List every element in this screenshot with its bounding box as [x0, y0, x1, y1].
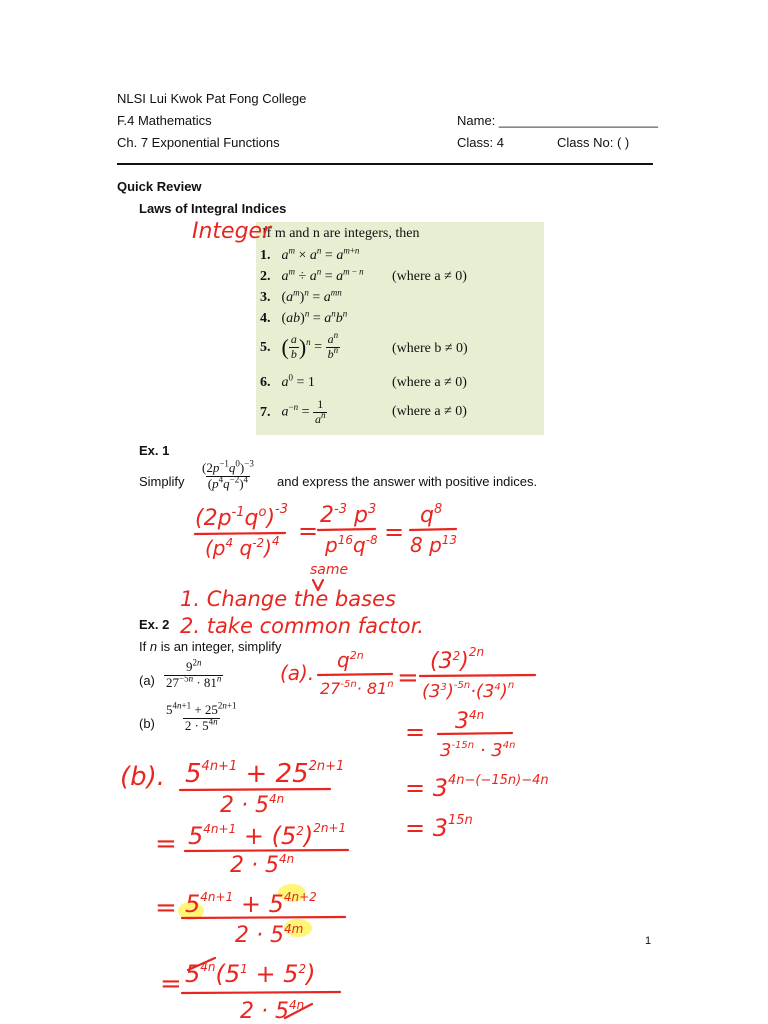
- ex1-instruction: and express the answer with positive indices.: [277, 474, 538, 489]
- part-b-label: (b): [139, 716, 155, 731]
- ex1-working: [195, 502, 457, 560]
- part-b-working: [120, 759, 348, 1024]
- svg-text:(a).: (a).: [280, 661, 315, 685]
- svg-text:(2p-1qo)-3: $(2p^{-1}q^o)^{-3}$: [195, 502, 289, 531]
- class-number-label: Class No: ( ): [557, 135, 630, 150]
- svg-text:8 p13: 8 $p^{13}$: [410, 533, 458, 557]
- page-number: 1: [645, 935, 652, 947]
- svg-text:27-5n· 81n: $27^{-5n}\cdot 81^n$: [320, 679, 394, 698]
- svg-text:q2n: $q^{2n}$: [337, 648, 364, 672]
- same-note: same: [310, 562, 349, 578]
- ex1-expression: $\frac{(2p^{-1}q^0)^{-3}}{(p^4q^{-2})^4}$: [202, 458, 254, 491]
- law-number: 5.: [260, 339, 271, 355]
- law-6: 6. $a^0 = 1$ (where a ≠ 0): [260, 372, 467, 390]
- chapter-title: Ch. 7 Exponential Functions: [117, 135, 280, 150]
- section-subtitle: Laws of Integral Indices: [139, 201, 287, 216]
- svg-text:54n(51 + 52): $5^{4n}(5^1 + 5^2)$: [185, 960, 316, 988]
- law-2: 2. $a^m \div a^n = a^{m - n}$ (where a ≠ 0): [260, 266, 467, 284]
- law-number: 2.: [260, 269, 271, 284]
- example-1-label: Ex. 1: [139, 443, 170, 458]
- svg-text:= 34n−(−15n)−4n: = $3^{4n-(-15n)-4n}$: [405, 773, 549, 802]
- svg-text:34n: $3^{4n}$: [455, 708, 485, 734]
- law-number: 3.: [260, 290, 271, 305]
- law-5: 5. ( $\frac{a}{b}$ )$^n$ = $\frac{a^n}{b^n}$ (where b ≠ 0): [260, 330, 468, 361]
- ex2-intro-var: n: [149, 639, 158, 654]
- ex2-intro-pre: If: [139, 639, 150, 654]
- part-a-label: (a): [139, 673, 155, 688]
- svg-text:=: =: [155, 893, 177, 923]
- law-condition: (where b ≠ 0): [392, 341, 468, 356]
- svg-text:2 · 54n: $2 \cdot 5^{4n}$: [230, 852, 295, 878]
- svg-text:(33)-5n·(34)n: $(3^3)^{-5n}\cdot(3^4)^n$: [422, 680, 515, 702]
- name-field-label: Name: ______________________: [457, 113, 658, 128]
- law-condition: (where a ≠ 0): [392, 269, 467, 284]
- part-a-working: [280, 645, 549, 842]
- svg-text:2-3 p3: $2^{-3}$ $p^3$: [320, 502, 377, 528]
- part-a-expression: $\frac{9^{2n}}{27^{-5n} \cdot 81^n}$: [166, 657, 222, 690]
- svg-text:2 · 54n: $2 \cdot 5^{4n}$: [220, 792, 285, 818]
- law-7: 7. $a^{-n}$ = $\frac{1}{a^n}$ (where a ≠ 0): [260, 397, 467, 426]
- svg-text:54n+1 + (52)2n+1: $5^{4n+1} + (5^2)^{2n+1}$: [188, 821, 347, 850]
- law-3: 3. $(a^m)^n = a^{mn}$: [260, 287, 342, 305]
- law-number: 4.: [260, 311, 271, 326]
- svg-text:=: =: [384, 518, 405, 546]
- svg-text:p16q-8: $p^{16}q^{-8}$: [325, 533, 378, 557]
- svg-text:=: =: [405, 718, 426, 746]
- school-name: NLSI Lui Kwok Pat Fong College: [117, 91, 307, 106]
- law-number: 6.: [260, 375, 271, 390]
- law-number: 7.: [260, 404, 271, 420]
- law-4: 4. $(ab)^n = a^nb^n$: [260, 308, 348, 326]
- svg-text:=: =: [160, 969, 182, 999]
- svg-text:q8: $q^8$: [420, 502, 443, 528]
- law-1: 1. $a^m \times a^n = a^{m+n}$: [260, 245, 360, 263]
- step-2-note: 2. take common factor.: [180, 614, 424, 638]
- example-2-label: Ex. 2: [139, 617, 170, 632]
- svg-text:=: =: [397, 663, 419, 693]
- svg-text:=: =: [298, 517, 319, 545]
- part-b-expression: $\frac{5^{4n+1} + 25^{2n+1}}{2 \cdot 5^{4n}}$: [166, 700, 237, 733]
- law-condition: (where a ≠ 0): [392, 404, 467, 419]
- svg-text:(32)2n: $(3^2)^{2n}$: [430, 645, 485, 674]
- svg-text:54n+1 + 54n+2: $5^{4n+1} + 5^{4n+2}$: [185, 890, 317, 918]
- svg-text:54n+1 + 252n+1: $5^{4n+1} + 25^{2n+1}$: [185, 759, 345, 789]
- svg-text:2 · 54n: $2 \cdot 5^{4n}$: [240, 998, 305, 1024]
- law-number: 1.: [260, 248, 271, 263]
- integer-note: Integer: [192, 219, 272, 244]
- laws-intro: If m and n are integers, then: [262, 226, 420, 241]
- subject: F.4 Mathematics: [117, 113, 212, 128]
- ex1-simplify-label: Simplify: [139, 474, 185, 489]
- svg-text:(p4 q-2)4: ($p^4$ $q^{-2})^4$: [205, 534, 280, 560]
- svg-text:3-15n · 34n: $3^{-15n} \cdot 3^{4n}$: [440, 740, 516, 761]
- class-label: Class: 4: [457, 135, 504, 150]
- section-title: Quick Review: [117, 179, 202, 194]
- svg-text:= 315n: = $3^{15n}$: [405, 813, 473, 842]
- svg-text:=: =: [155, 829, 177, 859]
- svg-text:(b).: (b).: [120, 762, 166, 792]
- law-condition: (where a ≠ 0): [392, 375, 467, 390]
- svg-text:2 · 54m: $2 \cdot 5^{4m}$: [235, 922, 304, 948]
- ex2-intro-post: is an integer, simplify: [157, 639, 282, 654]
- step-1-note: 1. Change the bases: [180, 587, 396, 611]
